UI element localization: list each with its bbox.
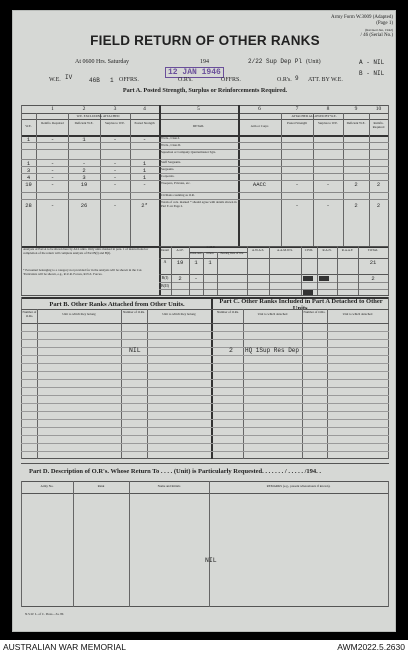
form-id-line1: Army Form W.3009 (Adapted) [331,15,393,20]
cell-c2: - [82,160,86,167]
header-posted-strength: Posted Strength [134,121,155,125]
cmf-subheader: Others [206,252,214,255]
analysis-header: C.M.F. [206,245,216,249]
analysis-grid [159,246,388,295]
analysis-header: A.A.M.W.S. [277,248,293,252]
analysis-cell: 19 [176,259,184,266]
cell-we: 19 [25,181,32,188]
cmf-subheader: Bearing Date of War [220,252,244,255]
offrs2-label: OFFRS. [221,77,241,83]
detail-label: Sergeants. [161,167,175,171]
cell-c1: - [50,202,55,209]
attached-header: ATTACHED ALLOWED BY W.E. [291,113,337,118]
detail-label: Civilians counting as O.R. [161,193,195,197]
footer-bar [0,640,408,653]
cell-we: 1 [26,160,31,167]
analysis-note: Analysis of Part A to be shown here by ALL units. Only units marked in para. 1 of instructions for completion of the return will complete analysis of Part B(I) and B(I). [23,247,149,255]
cell-c3: - [113,136,117,143]
cell-c2: 26 [80,202,88,209]
cell-c8: - [326,181,330,188]
detail-label: W.Os., Class II. [161,143,182,147]
col-number-8: 8 [326,106,330,112]
cell-c1: - [50,160,55,167]
part-c-title: Part C. Other Ranks Included in Part A Detached to Other [219,298,383,305]
analysis-header: TOTAL [367,248,379,252]
offrs-value: 1 [110,77,114,84]
cell-arm: AACC [252,181,267,188]
footer-credit: AUSTRALIAN WAR MEMORIAL [3,642,126,652]
cell-c3: - [113,202,117,209]
analysis-row-label: B(II) [161,283,169,288]
header-reinfts-required-2: Reinfts. Required [372,121,385,129]
cell-c3: - [113,181,117,188]
analysis-header: R.A.A.F. [341,248,354,252]
at-time-label: At 0600 Hrs. Saturday [75,59,129,65]
ors-label: O.R's. [178,77,193,83]
cell-we: 4 [26,174,31,181]
part-b-header-unit: Unit to which they belong [62,312,96,316]
cell-c4: - [142,181,147,188]
col-number-7: 7 [295,106,299,112]
analysis-header: Detail [161,248,169,252]
analysis-header: CIVIL [304,248,314,252]
part-d-nil: NIL [205,557,217,564]
cell-c1: - [50,181,55,188]
we-column-header: W.E. [25,124,32,128]
analysis-row-label: A [163,259,167,264]
detail-label: Staff Sergeants. [161,160,182,164]
b-nil: B - NIL [359,70,385,77]
col-number-9: 9 [354,106,358,112]
cell-c7: - [295,202,299,209]
header-deficient-we-2: Deficient W.E. [346,121,366,125]
we-value: IV [65,74,73,81]
cell-we: 1 [26,136,31,143]
analysis-cell: 2 [371,275,375,282]
cell-c2: 19 [80,181,88,188]
form-id-line2: (Page 1) [376,21,393,26]
cell-c1: - [50,174,55,181]
col-number-2: 2 [82,106,86,112]
cell-c4: 1 [142,160,147,167]
cell-c1: - [50,167,55,174]
part-b-header-number: Number of O.Rs. [22,310,37,318]
part-a-table [21,105,389,295]
analysis-cell: - [194,275,198,282]
analysis-cell: 1 [194,259,198,266]
part-c-header-unit: Unit to which detached [257,312,288,316]
a-nil: A - NIL [359,59,385,66]
col-number-5: 5 [197,106,200,112]
header-detail: DETAIL [192,124,205,128]
footer-accession-number: AWM2022.5.2630 [337,642,405,652]
analysis-row-label: B(I) [161,275,169,280]
cmf-subheader: Volun-teers [189,252,203,255]
col-number-1: 1 [51,106,54,112]
form-sheet [12,10,396,632]
cell-c7: - [295,181,299,188]
detail-label: Corporals. [161,174,175,178]
ink-blot [303,276,313,281]
part-c-unit: HQ 1Sup Res Dep [245,347,300,354]
cell-c3: - [113,174,117,181]
cell-c9: 2 [354,202,358,209]
analysis-header: A.I.F. [176,248,184,252]
part-b-title: Part B. Other Ranks Attached from Other Units. [49,301,185,308]
header-posted-strength-2: Posted Strength [286,121,308,125]
part-d-title: Part D. Description of O.R's. Whose Return To . . . . (Unit) is Particularly Requested. . . . . . . / . . . . . /194. . [29,468,322,475]
part-b-header-number-2: Number of O.Rs. [123,310,145,314]
att-label: ATT. BY W.E. [308,77,343,83]
cell-we: 3 [26,167,31,174]
personnel-note: * Personnel belonging to a category not provided for in the analysis will be shown in the Col. 'Particulars will be shown, e.g., R.U.R. Forces, R.N.Z. Forces. [23,268,143,276]
detail-label: Totals of cols. marked * should agree with details shown in Part E on Page 2. [161,200,237,208]
part-b-header-unit-2: Unit to which they belong [162,312,196,316]
cell-c2: 2 [82,167,86,174]
part-d-header-name: Name and Initials [157,484,181,488]
header-surplus-we: Surplus to W.E. [104,121,125,125]
header-deficient-we: Deficient W.E. [74,121,94,125]
part-d-section [21,463,389,607]
part-d-header-remarks: REMARKS (e.g., present whereabouts if known). [266,484,331,488]
part-d-header-army-no: Army No. [40,484,54,488]
unit-value: 2/22 Sup Dep Pl [248,58,303,65]
detail-label: Squadron or Company Quartermaster Sgts. [161,150,216,154]
cell-c10: 2 [376,181,381,188]
cell-c4: 1 [142,167,147,174]
analysis-cell: 21 [369,259,377,266]
cell-c9: 2 [354,181,358,188]
header-arm-corps: Arm or Corps [250,124,269,128]
cell-c3: - [113,160,117,167]
year-label: 194 [200,59,209,65]
part-b-nil: NIL [129,347,141,354]
part-c-header-number: Number of O.Rs. [217,310,239,314]
col-number-10: 10 [375,106,382,112]
part-d-header-rank: Rank [97,484,105,488]
col-number-3: 3 [113,106,117,112]
header-surplus-we-2: Surplus to W.E. [317,121,338,125]
unit-label: (Unit) [306,59,321,65]
cell-c8: - [326,202,330,209]
part-b-c-section [21,297,389,459]
ors2-label: O.R's. [277,77,292,83]
cell-c1: - [50,136,55,143]
date-stamp: 12 JAN 1946 [165,67,224,78]
cell-c2: 3 [82,174,86,181]
ors-value: 9 [295,75,299,82]
serial-number: / 46 (Serial No.) [360,33,393,38]
analysis-header: R.A.N. [322,248,332,252]
analysis-header: A.W.A.S. [251,248,265,252]
cell-c4: 1 [142,174,147,181]
detail-label: W.Os., Class I. [161,136,181,140]
part-a-title: Part A. Posted Strength, Surplus or Reinforcements Required. [122,87,288,94]
col-number-6: 6 [258,106,261,112]
part-c-number: 2 [229,347,233,354]
printer-imprint: N.S.W. L. of C. Press—3a. 86 [25,612,64,616]
cell-c4: - [142,136,147,143]
we-excluding-header: W.E. EXCLUDING ATTACHED [76,113,120,118]
ink-blot [319,276,329,281]
detail-label: Troopers, Privates, etc. [161,181,191,185]
cell-c2: 1 [82,136,86,143]
analysis-cell: 1 [208,259,212,266]
offrs-label: OFFRS. [119,77,139,83]
form-id-line3: (Revised Jan, 1942) [365,28,393,32]
cell-we: 28 [25,202,32,209]
part-c-header-number-2: Number of O.Rs. [303,310,326,314]
form-title: FIELD RETURN OF OTHER RANKS [90,33,320,48]
we-number: 46B [89,77,100,84]
we-label: W.E. [49,77,61,83]
cell-c3: - [113,167,117,174]
col-number-4: 4 [143,106,146,112]
analysis-cell: 2 [178,275,182,282]
header-reinfts-required: Reinfts. Required [41,121,64,125]
cell-c4: 2* [141,202,148,209]
cell-c10: 2 [376,202,381,209]
ink-blot [303,290,313,295]
part-c-header-unit-2: Unit to which detached [342,312,373,316]
